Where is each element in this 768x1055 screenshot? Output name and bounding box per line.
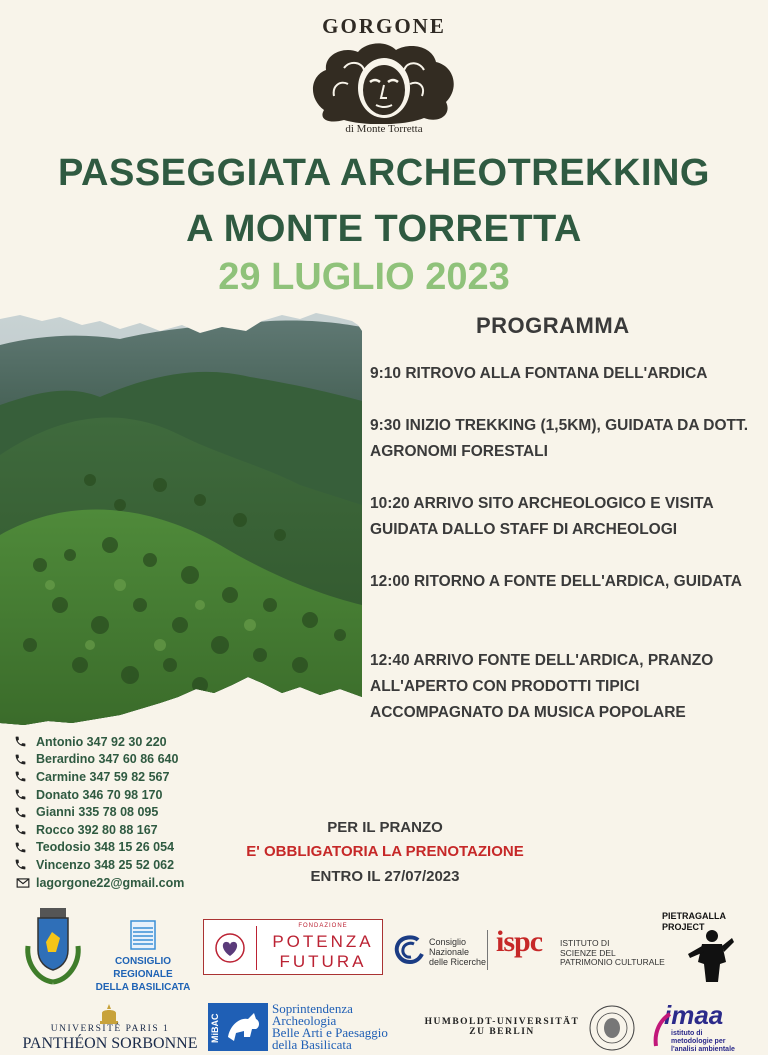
fondazione-name-line2: FUTURA xyxy=(279,952,367,971)
event-title-line2: A MONTE TORRETTA xyxy=(186,208,582,250)
humboldt-seal-icon xyxy=(588,1004,636,1052)
contact-row xyxy=(14,839,184,857)
cnr-logo-icon xyxy=(392,934,426,964)
divider xyxy=(487,930,488,970)
lunch-deadline: ENTRO IL 27/07/2023 xyxy=(310,868,460,885)
horse-icon xyxy=(222,1007,264,1047)
program-item: 12:40 ARRIVO FONTE DELL'ARDICA, PRANZO ALL'APERTO CON PRODOTTI TIPICI ACCOMPAGNATO DA MUSICA POPOLARE xyxy=(370,652,714,721)
phone-icon xyxy=(14,823,36,836)
humboldt-line1: HUMBOLDT-UNIVERSITÄT xyxy=(424,1017,580,1027)
contact-phone-link[interactable]: Berardino 347 60 86 640 xyxy=(36,752,179,767)
program-item: 12:00 RITORNO A FONTE DELL'ARDICA, GUIDATA xyxy=(370,573,742,590)
contact-list xyxy=(14,733,184,891)
fondazione-label: FONDAZIONE xyxy=(298,923,348,929)
mibac-logo xyxy=(208,1003,268,1051)
fondazione-name-line1: POTENZA xyxy=(272,932,374,951)
gorgone-logo xyxy=(304,40,464,124)
ispc-line1: ISTITUTO DI xyxy=(560,938,610,948)
imaa-line1: istituto di xyxy=(671,1030,703,1037)
program-item: 9:30 INIZIO TREKKING (1,5KM), GUIDATA DA DOTT. AGRONOMI FORESTALI xyxy=(370,417,749,460)
ispc-line2: SCIENZE DEL xyxy=(560,947,616,958)
contact-phone-link[interactable]: Gianni 335 78 08 095 xyxy=(36,805,159,820)
logo-name: GORGONE xyxy=(322,14,446,38)
cnr-line1: Consiglio xyxy=(429,937,467,947)
sorbonne-emblem xyxy=(98,1003,120,1025)
pietragalla-line1: PIETRAGALLA xyxy=(662,911,726,921)
logo-subtitle: di Monte Torretta xyxy=(345,123,423,135)
program-item: 9:10 RITROVO ALLA FONTANA DELL'ARDICA xyxy=(370,365,708,382)
mibac-label: MiBAC xyxy=(210,1013,220,1043)
sorbonne-line2: PANTHÉON SORBONNE xyxy=(22,1035,198,1052)
imaa-line3: l'analisi ambientale xyxy=(671,1046,735,1053)
event-title-line1: PASSEGGIATA ARCHEOTREKKING xyxy=(58,152,710,194)
ispc-mark: ispc xyxy=(496,925,543,958)
contact-row xyxy=(14,786,184,804)
contact-row xyxy=(14,768,184,786)
lunch-note-line1: PER IL PRANZO xyxy=(327,819,443,836)
contact-phone-link[interactable]: Donato 346 70 98 170 xyxy=(36,787,163,802)
program-item: 10:20 ARRIVO SITO ARCHEOLOGICO E VISITA GUIDATA DALLO STAFF DI ARCHEOLOGI xyxy=(370,495,714,538)
phone-icon xyxy=(14,788,36,801)
sorbonne-line1: UNIVERSITÉ PARIS 1 xyxy=(50,1024,170,1034)
contact-row xyxy=(14,733,184,751)
soprintendenza-line2: Archeologia xyxy=(272,1013,337,1028)
imaa-mark: imaa xyxy=(664,1000,724,1030)
contact-phone-link[interactable]: Vincenzo 348 25 52 062 xyxy=(36,857,175,872)
contact-phone-link[interactable]: Teodosio 348 15 26 054 xyxy=(36,840,175,855)
email-icon xyxy=(14,876,36,890)
consiglio-regionale-line1: CONSIGLIO REGIONALE xyxy=(113,956,173,980)
event-date: 29 LUGLIO 2023 xyxy=(218,256,510,298)
contact-phone-link[interactable]: Carmine 347 59 82 567 xyxy=(36,769,170,784)
imaa-line2: metodologie per xyxy=(671,1038,726,1045)
phone-icon xyxy=(14,735,36,748)
lunch-reservation-required: E' OBBLIGATORIA LA PRENOTAZIONE xyxy=(246,843,524,860)
soprintendenza-line1: Soprintendenza xyxy=(272,1001,353,1016)
contact-row xyxy=(14,803,184,821)
pietragalla-line2: PROJECT xyxy=(662,922,705,932)
phone-icon xyxy=(14,858,36,871)
soprintendenza-line3: Belle Arti e Paesaggio xyxy=(272,1025,388,1040)
consiglio-regionale-emblem xyxy=(130,920,156,950)
warrior-statue-icon xyxy=(684,928,736,984)
municipality-coat-of-arms-logo xyxy=(22,906,84,986)
soprintendenza-line4: della Basilicata xyxy=(272,1037,352,1052)
ispc-line3: PATRIMONIO CULTURALE xyxy=(560,957,665,967)
cnr-line3: delle Ricerche xyxy=(429,957,487,967)
humboldt-line2: ZU BERLIN xyxy=(469,1027,535,1037)
phone-icon xyxy=(14,806,36,819)
contact-row xyxy=(14,856,184,874)
mountain-landscape-image xyxy=(0,305,362,730)
imaa-swoosh-icon xyxy=(652,1012,672,1048)
contact-row xyxy=(14,821,184,839)
cnr-line2: Nazionale xyxy=(429,947,470,957)
consiglio-regionale-line2: DELLA BASILICATA xyxy=(95,982,191,993)
heart-icon xyxy=(214,932,246,964)
contact-row xyxy=(14,751,184,769)
contact-row xyxy=(14,874,184,892)
fondazione-potenza-futura-logo xyxy=(203,919,383,975)
phone-icon xyxy=(14,770,36,783)
program-heading: PROGRAMMA xyxy=(476,313,630,338)
phone-icon xyxy=(14,753,36,766)
contact-phone-link[interactable]: Rocco 392 80 88 167 xyxy=(36,822,158,837)
contact-email-link[interactable]: lagorgone22@gmail.com xyxy=(36,875,185,890)
phone-icon xyxy=(14,841,36,854)
contact-phone-link[interactable]: Antonio 347 92 30 220 xyxy=(36,734,167,749)
